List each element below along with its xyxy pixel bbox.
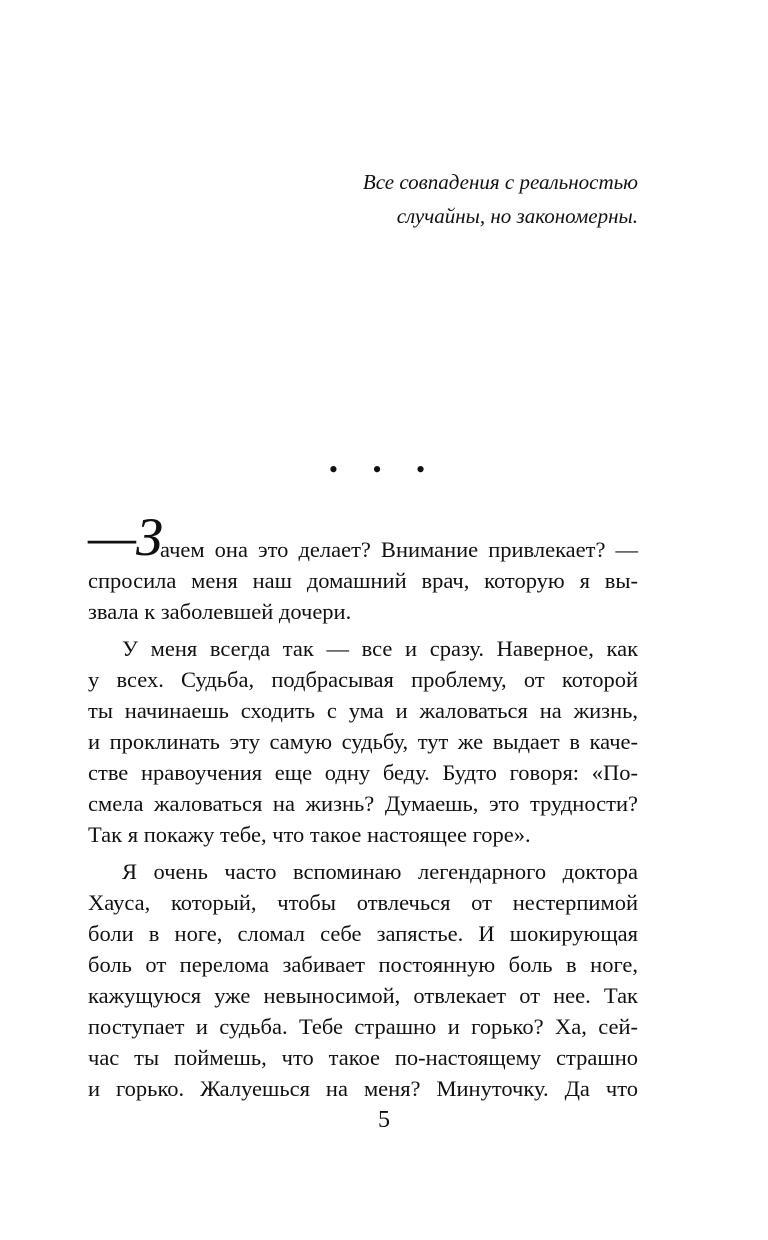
text-line-content: ачем она это делает? Внимание привлекает? — (160, 537, 638, 562)
text-line: кажущуюся уже невыносимой, отвлекает от нее. Так (88, 983, 638, 1008)
epigraph-line-2: случайны, но закономерны. (396, 204, 638, 228)
text-line: стве нравоучения еще одну беду. Будто говоря: «По- (88, 760, 638, 785)
paragraph-3 (88, 856, 638, 1104)
text-line: звала к заболевшей дочери. (88, 599, 352, 624)
text-line: У меня всегда так — все и сразу. Наверное, как (122, 636, 638, 661)
text-line: у всех. Судьба, подбрасывая проблему, от которой (88, 667, 638, 692)
epigraph-line-1: Все совпадения с реальностью (362, 170, 638, 194)
epigraph (300, 165, 638, 233)
text-line: спросила меня наш домашний врач, которую я вы- (88, 568, 638, 593)
text-line: боль от перелома забивает постоянную боль в ноге, (88, 952, 638, 977)
text-line (88, 507, 638, 567)
text-line: и горько. Жалуешься на меня? Минуточку. Да что (88, 1076, 638, 1101)
text-line: ты начинаешь сходить с ума и жаловаться на жизнь, (88, 698, 638, 723)
drop-cap: —З (88, 507, 163, 567)
text-line: час ты поймешь, что такое по-настоящему страшно (88, 1045, 638, 1070)
page-number: 5 (378, 1107, 390, 1133)
text-line: Так я покажу тебе, что такое настоящее горе». (88, 822, 531, 847)
text-line: боли в ноге, сломал себе запястье. И шокирующая (88, 921, 638, 946)
text-line: Хауса, который, чтобы отвлечься от нестерпимой (88, 890, 638, 915)
text-line: Я очень часто вспоминаю легендарного доктора (122, 859, 638, 884)
section-separator: • • • (328, 455, 440, 484)
text-line: поступает и судьба. Тебе страшно и горько? Ха, сей- (88, 1014, 638, 1039)
paragraph-2 (88, 633, 638, 850)
paragraph-1 (88, 507, 638, 627)
text-line: и проклинать эту самую судьбу, тут же выдает в каче- (88, 729, 638, 754)
body-text (88, 507, 638, 1104)
text-line: смела жаловаться на жизнь? Думаешь, это трудности? (88, 791, 638, 816)
